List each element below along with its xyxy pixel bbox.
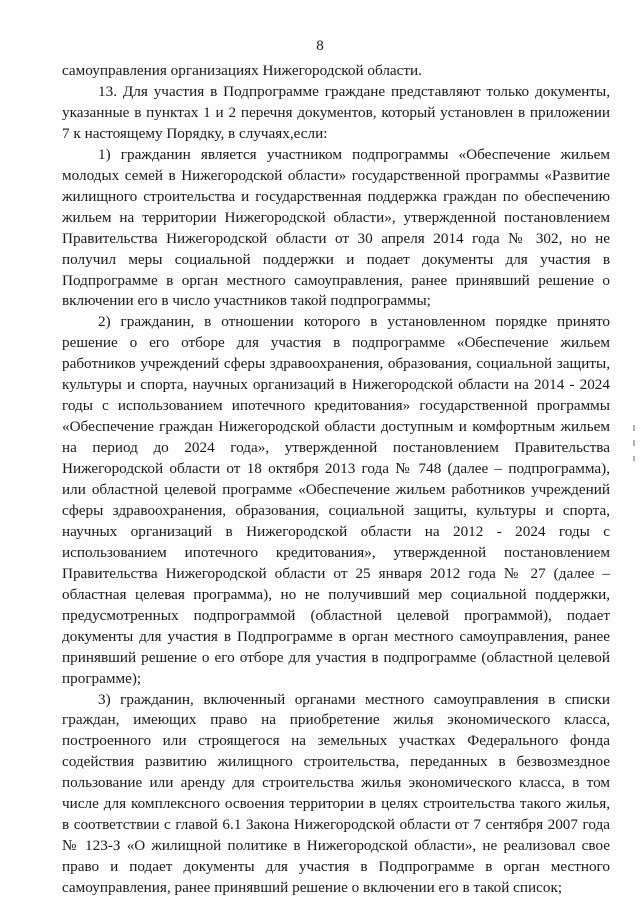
text-line: работников учреждений сферы здравоохранения, образования, социальной защиты, [62,355,610,373]
text-line: Подпрограмме в орган местного самоуправления, ранее принявший решение о [62,271,610,289]
text-line: пользование или аренду для строительства жилья экономического класса, в том [62,774,610,792]
text-line: 13. Для участия в Подпрограмме граждане представляют только документы, [98,83,610,100]
text-line: молодых семей в Нижегородской области» государственной программы «Развитие [62,166,610,184]
text-line: «Обеспечение граждан Нижегородской области доступным и комфортным жильем [62,418,610,436]
text-line: документы для участия в Подпрограмме в орган местного самоуправления, ранее [62,627,610,645]
text-line: программе); [62,669,142,687]
text-line: жилищного строительства и государственная поддержка граждан по обеспечению [62,187,610,205]
text-line: № 123-З «О жилищной политике в Нижегородской области», не реализовал свое [62,837,610,855]
text-line: право и подает документы для участия в Подпрограмме в орган местного [62,858,610,876]
text-line: включении его в число участников такой подпрограммы; [62,292,431,310]
text-line: 7 к настоящему Порядку, в случаях,если: [62,124,328,142]
text-line: построенного или строящегося на земельных участках Федерального фонда [62,732,610,750]
scan-mark [633,456,635,461]
text-line: принявший решение о его отборе для участия в подпрограмме (областной целевой [62,648,610,666]
text-line: 2) гражданин, в отношении которого в установленном порядке принято [98,313,610,331]
page-number: 8 [316,38,324,54]
text-line: предусмотренных подпрограммой (областной целевой программой), подает [62,606,610,624]
text-line: научных организаций в Нижегородской области на 2012 - 2024 годы с [62,522,610,540]
text-line: на период до 2024 года», утвержденной постановлением Правительства [62,439,610,457]
text-line: сферы здравоохранения, образования, социальной защиты, культуры и спорта, [62,501,610,519]
scan-mark [633,425,635,431]
text-line: Правительства Нижегородской области от 30 апреля 2014 года № 302, но не [62,229,610,247]
text-line: 3) гражданин, включенный органами местного самоуправления в списки [98,690,610,708]
text-line: областная целевая программа), но не получивший мер социальной поддержки, [62,585,610,603]
text-line: граждан, имеющих право на приобретение жилья экономического класса, [62,711,610,729]
text-line: Правительства Нижегородской области от 25 января 2012 года № 27 (далее – [62,564,610,582]
text-line: жильем на территории Нижегородской области», утвержденной постановлением [62,208,610,226]
text-line: в соответствии с главой 6.1 Закона Нижегородской области от 7 сентября 2007 года [62,816,610,834]
text-line: самоуправления организациях Нижегородской области. [62,62,422,79]
text-line: получил меры социальной поддержки и подает документы для участия в [62,250,610,268]
text-line: самоуправления, ранее принявший решение о включении его в такой список; [62,879,563,896]
text-line: указанные в пунктах 1 и 2 перечня документов, который установлен в приложении [62,103,610,121]
text-line: Нижегородской области от 18 октября 2013 года № 748 (далее – подпрограмма), [62,460,610,478]
text-line: числе для комплексного освоения территории в целях строительства такого жилья, [62,795,610,813]
text-line: содействия развитию жилищного строительства, переданных в безвозмездное [62,753,610,771]
text-line: культуры и спорта, научных организаций в Нижегородской области на 2014 - 2024 [62,376,610,394]
scan-mark [633,440,635,446]
text-line: годы с использованием ипотечного кредитования» государственной программы [62,397,610,415]
text-line: использованием ипотечного кредитования», утвержденной постановлением [62,543,610,561]
text-line: или областной целевой программе «Обеспечение жильем работников учреждений [62,481,610,498]
text-line: 1) гражданин является участником подпрограммы «Обеспечение жильем [98,145,610,163]
text-line: решение о его отборе для участия в подпрограмме «Обеспечение жильем [62,334,610,352]
